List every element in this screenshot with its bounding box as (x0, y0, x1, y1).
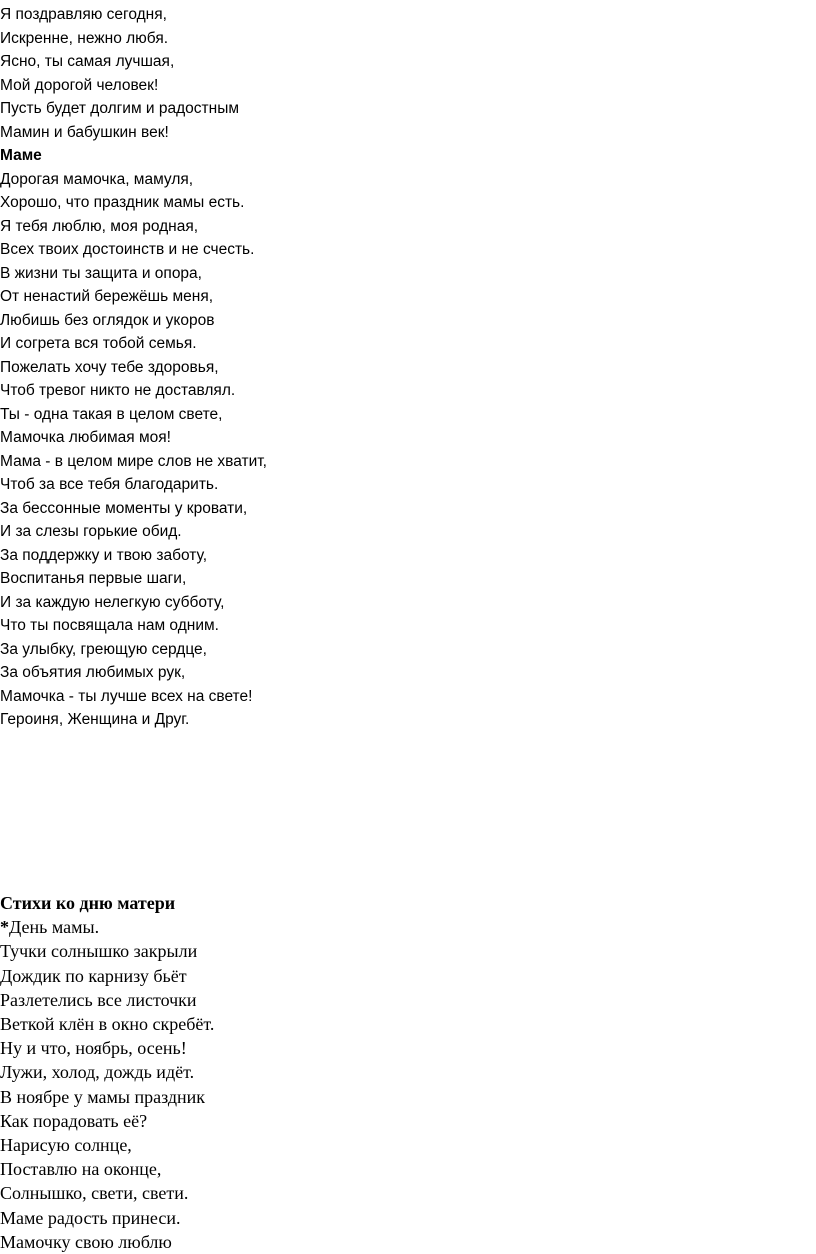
poem-line: Мамочка любимая моя! (0, 429, 171, 446)
poem-line: Мамочку свою люблю (0, 1231, 172, 1252)
poem-line: Пожелать хочу тебе здоровья, (0, 358, 219, 376)
poem-line: Я поздравляю сегодня, (0, 6, 167, 23)
poem-line: Искренне, нежно любя. (0, 29, 169, 47)
poem-line: Воспитанья первые шаги, (0, 570, 187, 587)
poem-line: Веткой клён в окно скребёт. (0, 1014, 215, 1035)
poem-line: Ты - одна такая в целом свете, (0, 405, 223, 423)
poem-line: За бессонные моменты у кровати, (0, 499, 248, 517)
poem-line: Тучки солнышко закрыли (0, 941, 198, 962)
mothers-day-section (0, 891, 214, 1254)
poem-line: Я тебя люблю, моя родная, (0, 217, 199, 235)
poem-line: Ну и что, ноябрь, осень! (0, 1038, 187, 1059)
poem-line: Пусть будет долгим и радостным (0, 100, 239, 117)
poem-subheading (0, 915, 214, 939)
poem-line: Поставлю на оконце, (0, 1159, 162, 1180)
poem-line: Разлетелись все листочки (0, 989, 197, 1010)
poem-line: Маме радость принеси. (0, 1207, 181, 1228)
poem-line: Чтоб тревог никто не доставлял. (0, 382, 236, 399)
poem-line: Дорогая мамочка, мамуля, (0, 170, 194, 188)
poem-line: Хорошо, что праздник мамы есть. (0, 194, 245, 211)
poem-line: За поддержку и твою заботу, (0, 546, 208, 564)
poem-line: Мой дорогой человек! (0, 76, 159, 94)
poem-line: Любишь без оглядок и укоров (0, 311, 215, 329)
poem-mame (0, 144, 267, 732)
poem-line: Солнышко, свети, свети. (0, 1183, 189, 1204)
poem-line: Ясно, ты самая лучшая, (0, 53, 175, 70)
poem-line: Мама - в целом мире слов не хватит, (0, 452, 267, 470)
subheading-text: День мамы. (9, 917, 100, 938)
poem-line: От ненастий бережёшь меня, (0, 288, 214, 305)
poem-line: И за каждую нелегкую субботу, (0, 593, 225, 611)
poem-line: Мамочка - ты лучше всех на свете! (0, 687, 253, 705)
poem-line: Чтоб за все тебя благодарить. (0, 476, 219, 493)
subheading-marker: * (0, 917, 9, 938)
poem-line: И за слезы горькие обид. (0, 523, 182, 540)
poem-line: Что ты посвящала нам одним. (0, 617, 219, 634)
poem-greeting (0, 3, 267, 144)
poem-line: Мамин и бабушкин век! (0, 123, 169, 141)
poem-line: Героиня, Женщина и Друг. (0, 711, 190, 728)
poem-line: За объятия любимых рук, (0, 664, 186, 681)
poem-line: В ноябре у мамы праздник (0, 1086, 206, 1107)
poem-line: Нарисую солнце, (0, 1135, 132, 1156)
poem-line: Всех твоих достоинств и не счесть. (0, 241, 255, 258)
section-heading: Стихи ко дню матери (0, 893, 176, 913)
top-poems (0, 3, 267, 732)
poem-line: За улыбку, греющую сердце, (0, 640, 207, 658)
poem-line: Лужи, холод, дождь идёт. (0, 1062, 195, 1083)
poem-heading: Маме (0, 147, 42, 164)
poem-line: Как порадовать её? (0, 1110, 148, 1131)
poem-line: В жизни ты защита и опора, (0, 264, 202, 282)
poem-line: И согрета вся тобой семья. (0, 335, 197, 352)
poem-line: Дождик по карнизу бьёт (0, 965, 187, 986)
